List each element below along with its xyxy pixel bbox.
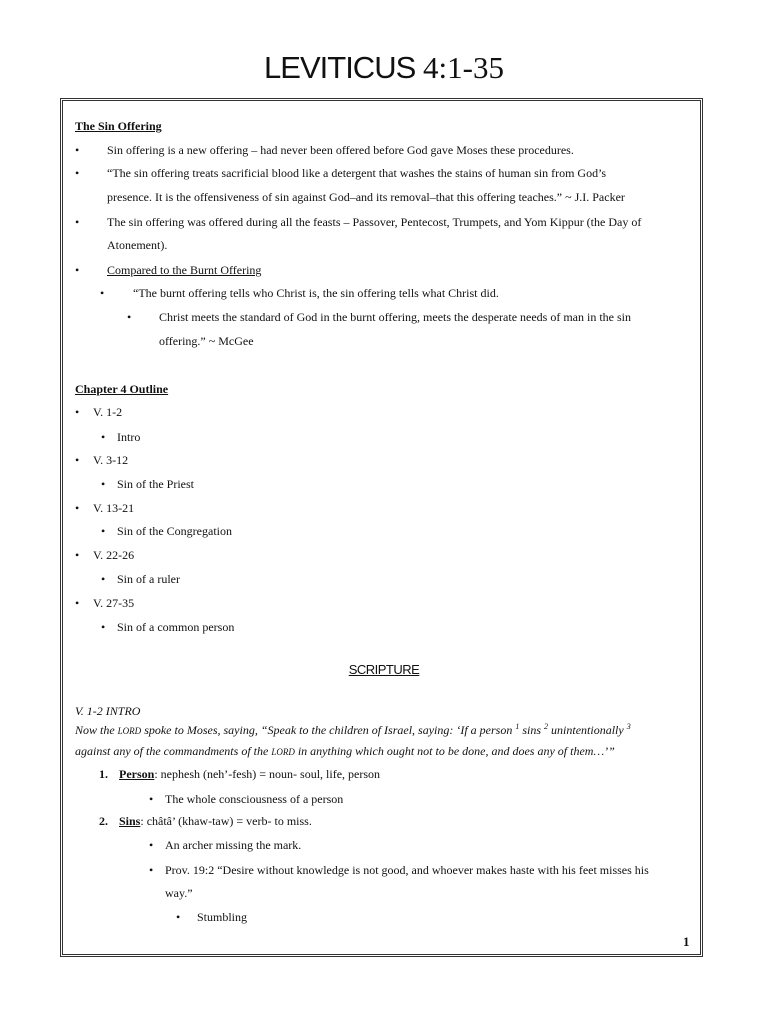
- note-person: 1. Person: nephesh (neh’-fesh) = noun- soul, life, person: [99, 767, 381, 781]
- proverb-line-a: Prov. 19:2 “Desire without knowledge is not good, and whoever makes haste with his feet misses his: [165, 863, 649, 877]
- bullet-icon: •: [100, 286, 105, 300]
- proverb-line-b: way.”: [165, 886, 193, 900]
- outline-verse: V. 27-35: [93, 596, 135, 610]
- bullet-icon: •: [75, 405, 80, 419]
- burnt-offering-quote: “The burnt offering tells who Christ is, the sin offering tells what Christ did.: [133, 286, 499, 300]
- stumbling-item: Stumbling: [197, 910, 248, 924]
- note-sins-sub: An archer missing the mark.: [165, 838, 302, 852]
- bullet-icon: •: [101, 620, 106, 634]
- mcgee-quote-a: Christ meets the standard of God in the burnt offering, meets the desperate needs of man in the sin: [159, 310, 631, 324]
- verse-line-2: against any of the commandments of the LORD in anything which ought not to be done, and does any of them…’”: [75, 744, 615, 758]
- outline-sub: Sin of a ruler: [117, 572, 180, 586]
- bullet-icon: •: [149, 838, 154, 852]
- bullet-icon: •: [176, 910, 181, 924]
- page-number: 1: [683, 934, 690, 949]
- bullet-icon: •: [101, 572, 106, 586]
- outline-verse: V. 22-26: [93, 548, 135, 562]
- verse-line-1: Now the LORD spoke to Moses, saying, “Speak to the children of Israel, saying: ‘If a person $^1$ sins $^2$ unintentionally $^3$: [75, 722, 631, 737]
- bullet-icon: •: [75, 453, 80, 467]
- outline-heading: Chapter 4 Outline: [75, 382, 169, 396]
- bullet-icon: •: [101, 524, 106, 538]
- bullet-icon: •: [75, 215, 80, 229]
- sin-offering-point-1: Sin offering is a new offering – had never been offered before God gave Moses these procedures.: [107, 143, 574, 157]
- bullet-icon: •: [101, 477, 106, 491]
- outline-verse: V. 1-2: [93, 405, 123, 419]
- note-person-sub: The whole consciousness of a person: [165, 792, 344, 806]
- outline-sub: Sin of the Priest: [117, 477, 194, 491]
- mcgee-quote-b: offering.” ~ McGee: [159, 334, 254, 348]
- outline-verse: V. 3-12: [93, 453, 129, 467]
- bullet-icon: •: [75, 501, 80, 515]
- sin-offering-heading: The Sin Offering: [75, 119, 162, 133]
- bullet-icon: •: [127, 310, 132, 324]
- bullet-icon: •: [75, 596, 80, 610]
- compared-burnt-offering: Compared to the Burnt Offering: [107, 263, 262, 277]
- sin-offering-point-3a: The sin offering was offered during all the feasts – Passover, Pentecost, Trumpets, and Yom Kippur (the Day of: [107, 215, 642, 229]
- scripture-heading: SCRIPTURE: [348, 662, 420, 677]
- outline-sub: Sin of a common person: [117, 620, 235, 634]
- sin-offering-point-2a: “The sin offering treats sacrificial blood like a detergent that washes the stains of human sin from God’s: [107, 166, 607, 180]
- note-sins: 2. Sins: châtâ’ (khaw-taw) = verb- to miss.: [99, 814, 312, 828]
- bullet-icon: •: [149, 792, 154, 806]
- outline-verse: V. 13-21: [93, 501, 135, 515]
- title-book: LEVITICUS: [264, 50, 416, 85]
- bullet-icon: •: [75, 166, 80, 180]
- outline-sub: Sin of the Congregation: [117, 524, 232, 538]
- title-reference: 4:1-35: [415, 50, 504, 85]
- bullet-icon: •: [101, 430, 106, 444]
- outline-sub: Intro: [117, 430, 141, 444]
- sin-offering-point-3b: Atonement).: [107, 238, 168, 252]
- bullet-icon: •: [149, 863, 154, 877]
- scripture-section-title: V. 1-2 INTRO: [75, 704, 141, 718]
- bullet-icon: •: [75, 143, 80, 157]
- bullet-icon: •: [75, 263, 80, 277]
- sin-offering-point-2b: presence. It is the offensiveness of sin against God–and its removal–that this offering teaches.” ~ J.I. Packer: [107, 190, 625, 204]
- bullet-icon: •: [75, 548, 80, 562]
